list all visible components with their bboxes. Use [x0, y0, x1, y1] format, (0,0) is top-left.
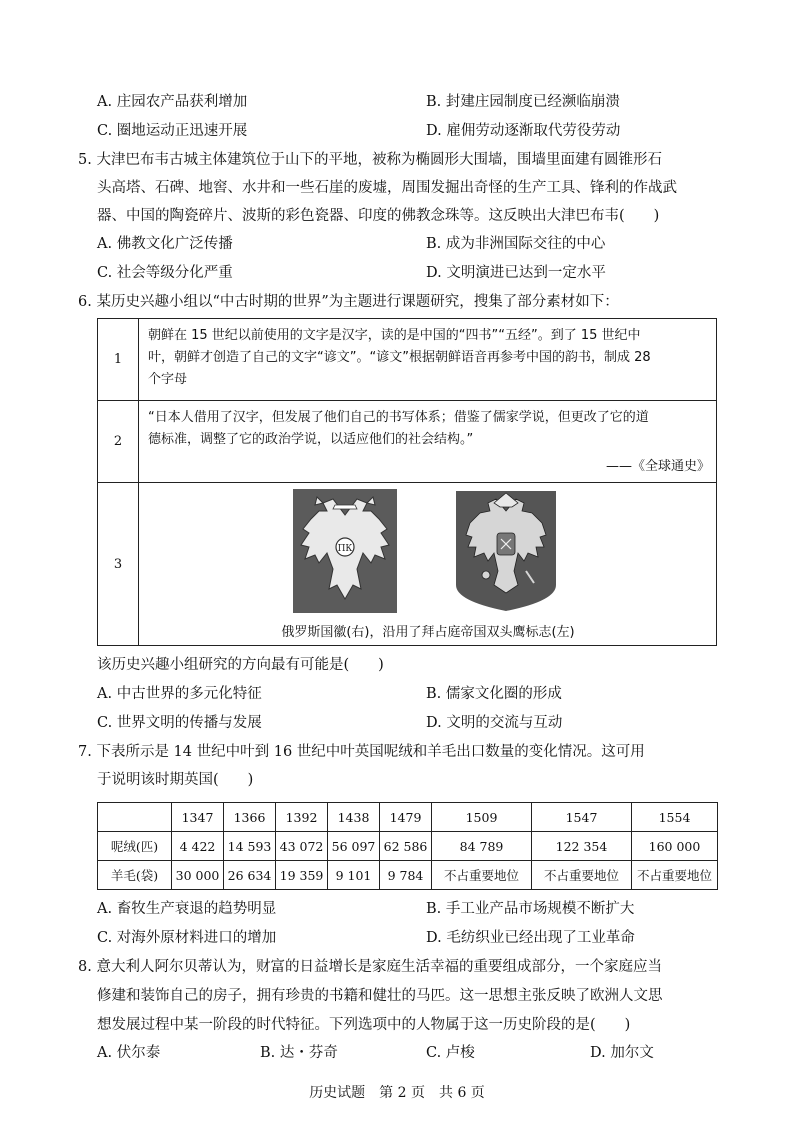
material-row-number: 2 — [98, 401, 139, 482]
material-row-text — [148, 325, 708, 391]
q7-option-b: B. 手工业产品市场规模不断扩大 — [426, 901, 635, 917]
material-row-3 — [98, 483, 716, 645]
material-row-number: 3 — [98, 483, 139, 645]
year-cell: 1366 — [224, 803, 276, 832]
q8-option-a: A. 伏尔泰 — [97, 1045, 161, 1061]
material-text-line: 个字母 — [148, 372, 188, 387]
q7-stem-line-1: 7. 下表所示是 14 世纪中叶到 16 世纪中叶英国呢绒和羊毛出口数量的变化情况。这可用 — [78, 744, 645, 760]
table-cell: 84 789 — [432, 832, 532, 861]
q6-option-d: D. 文明的交流与互动 — [426, 715, 563, 731]
q6-option-a: A. 中古世界的多元化特征 — [97, 686, 262, 702]
table-cell: 不占重要地位 — [532, 861, 632, 890]
q8-stem-line-2: 修建和装饰自己的房子，拥有珍贵的书籍和健壮的马匹。这一思想主张反映了欧洲人文思 — [97, 988, 663, 1004]
year-cell: 1509 — [432, 803, 532, 832]
table-row — [98, 861, 718, 890]
q6-option-c: C. 世界文明的传播与发展 — [97, 715, 262, 731]
q5-option-d: D. 文明演进已达到一定水平 — [426, 265, 606, 281]
table-cell: 56 097 — [328, 832, 380, 861]
double-headed-eagle-icon — [293, 489, 397, 613]
q6-option-b: B. 儒家文化圈的形成 — [426, 686, 562, 702]
q8-stem-line-1: 8. 意大利人阿尔贝蒂认为，财富的日益增长是家庭生活幸福的重要组成部分，一个家庭应当 — [78, 959, 662, 975]
q5-stem-line-3: 器、中国的陶瓷碎片、波斯的彩色瓷器、印度的佛教念珠等。这反映出大津巴布韦( ) — [97, 208, 660, 224]
q6-stem: 6. 某历史兴趣小组以“中古时期的世界”为主题进行课题研究，搜集了部分素材如下： — [78, 294, 619, 310]
q8-option-d: D. 加尔文 — [590, 1045, 654, 1061]
material-row-number: 1 — [98, 319, 139, 400]
year-cell: 1479 — [380, 803, 432, 832]
q6-material-table — [97, 318, 717, 646]
table-row — [98, 832, 718, 861]
table-cell: 26 634 — [224, 861, 276, 890]
russian-coat-of-arms — [454, 489, 558, 613]
svg-text:ПК: ПК — [337, 544, 353, 554]
q6-question: 该历史兴趣小组研究的方向最有可能是( ) — [97, 657, 384, 673]
table-cell: 30 000 — [172, 861, 224, 890]
table-corner-cell — [98, 803, 172, 832]
year-cell: 1554 — [632, 803, 718, 832]
byzantine-eagle-emblem — [293, 489, 397, 613]
table-cell: 19 359 — [276, 861, 328, 890]
row-label: 呢绒(匹) — [98, 832, 172, 861]
q5-option-c: C. 社会等级分化严重 — [97, 265, 233, 281]
q7-option-d: D. 毛纺织业已经出现了工业革命 — [426, 930, 635, 946]
q7-option-c: C. 对海外原材料进口的增加 — [97, 930, 277, 946]
table-cell: 160 000 — [632, 832, 718, 861]
q4-option-a: A. 庄园农产品获利增加 — [97, 94, 248, 110]
year-cell: 1347 — [172, 803, 224, 832]
q8-option-b: B. 达・芬奇 — [260, 1045, 338, 1061]
q8-option-c: C. 卢梭 — [426, 1045, 475, 1061]
q4-option-c: C. 圈地运动正迅速开展 — [97, 123, 248, 139]
q7-option-a: A. 畜牧生产衰退的趋势明显 — [97, 901, 277, 917]
table-header-row — [98, 803, 718, 832]
material-row-2 — [98, 401, 716, 483]
table-cell: 9 784 — [380, 861, 432, 890]
material-source: ——《全球通史》 — [605, 459, 710, 474]
q5-stem-line-1: 5. 大津巴布韦古城主体建筑位于山下的平地，被称为椭圆形大围墙，围墙里面建有圆锥形石 — [78, 152, 662, 168]
table-cell: 14 593 — [224, 832, 276, 861]
material-text-line: 德标准，调整了它的政治学说，以适应他们的社会结构。” — [148, 432, 474, 447]
material-text-line: 朝鲜在 15 世纪以前使用的文字是汉字，读的是中国的“四书”“五经”。到了 15 世纪中 — [148, 328, 641, 343]
q5-stem-line-2: 头高塔、石碑、地窖、水井和一些石崖的废墟，周围发掘出奇怪的生产工具、锋利的作战武 — [97, 180, 677, 196]
table-cell: 122 354 — [532, 832, 632, 861]
q8-stem-line-3: 想发展过程中某一阶段的时代特征。下列选项中的人物属于这一历史阶段的是( ) — [97, 1017, 631, 1033]
wool-export-table — [97, 802, 718, 890]
q5-option-b: B. 成为非洲国际交往的中心 — [426, 236, 606, 252]
table-cell: 不占重要地位 — [632, 861, 718, 890]
table-cell: 不占重要地位 — [432, 861, 532, 890]
material-row-1 — [98, 319, 716, 401]
table-cell: 4 422 — [172, 832, 224, 861]
emblem-caption: 俄罗斯国徽(右)，沿用了拜占庭帝国双头鹰标志(左) — [281, 625, 575, 640]
year-cell: 1438 — [328, 803, 380, 832]
q4-option-d: D. 雇佣劳动逐渐取代劳役劳动 — [426, 123, 621, 139]
table-cell: 62 586 — [380, 832, 432, 861]
russian-shield-icon — [454, 489, 558, 613]
page-footer: 历史试题 第 2 页 共 6 页 — [309, 1085, 485, 1101]
year-cell: 1547 — [532, 803, 632, 832]
material-text-line: 叶，朝鲜才创造了自己的文字“谚文”。“谚文”根据朝鲜语音再参考中国的韵书，制成 28 — [148, 350, 651, 365]
material-row-text — [148, 407, 708, 451]
q7-stem-line-2: 于说明该时期英国( ) — [97, 772, 254, 788]
row-label: 羊毛(袋) — [98, 861, 172, 890]
q4-option-b: B. 封建庄园制度已经濒临崩溃 — [426, 94, 620, 110]
material-text-line: “日本人借用了汉字，但发展了他们自己的书写体系；借鉴了儒家学说，但更改了它的道 — [148, 410, 649, 425]
table-cell: 9 101 — [328, 861, 380, 890]
q5-option-a: A. 佛教文化广泛传播 — [97, 236, 233, 252]
year-cell: 1392 — [276, 803, 328, 832]
table-cell: 43 072 — [276, 832, 328, 861]
